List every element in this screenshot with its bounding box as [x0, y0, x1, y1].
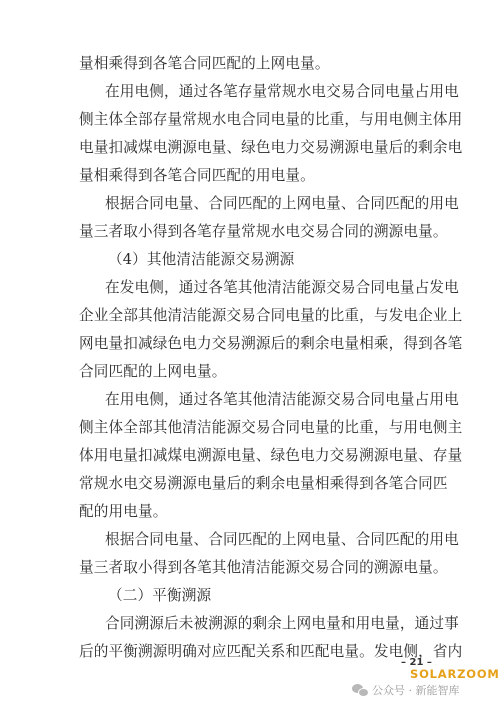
- wechat-icon: [352, 684, 368, 696]
- text-line: 量相乘得到各笔合同匹配的用电量。: [79, 167, 315, 184]
- text-line: 侧主体全部其他清洁能源交易合同电量的比重，与用电侧主: [79, 419, 463, 436]
- text-line: 配的用电量。: [79, 503, 168, 520]
- watermark-source-text: 公众号 · 新能智库: [372, 684, 460, 697]
- text-line: 侧主体全部存量常规水电合同电量的比重，与用电侧主体用: [79, 111, 463, 128]
- text-line: 在发电侧，通过各笔其他清洁能源交易合同电量占发电: [105, 279, 459, 296]
- text-line: 根据合同电量、合同匹配的上网电量、合同匹配的用电: [105, 195, 459, 212]
- text-line: 后的平衡溯源明确对应匹配关系和匹配电量。发电侧，省内: [79, 643, 463, 660]
- text-line: 企业全部其他清洁能源交易合同电量的比重，与发电企业上: [79, 307, 463, 324]
- watermark-source: [352, 682, 460, 698]
- text-line: 合同溯源后未被溯源的剩余上网电量和用电量，通过事: [105, 615, 459, 632]
- text-line: 网电量扣减绿色电力交易溯源后的剩余电量相乘，得到各笔: [79, 335, 463, 352]
- page-number: – 21 –: [401, 657, 432, 668]
- text-line: 体用电量扣减煤电溯源电量、绿色电力交易溯源电量、存量: [79, 447, 463, 464]
- text-line: 电量扣减煤电溯源电量、绿色电力交易溯源电量后的剩余电: [79, 139, 463, 156]
- text-line: 常规水电交易溯源电量后的剩余电量相乘得到各笔合同匹: [79, 475, 448, 492]
- text-line: 量三者取小得到各笔其他清洁能源交易合同的溯源电量。: [79, 559, 448, 576]
- text-line: 合同匹配的上网电量。: [79, 363, 227, 380]
- text-line: 量相乘得到各笔合同匹配的上网电量。: [79, 55, 330, 72]
- text-line: 量三者取小得到各笔存量常规水电交易合同的溯源电量。: [79, 223, 448, 240]
- text-line: 在用电侧，通过各笔其他清洁能源交易合同电量占用电: [105, 391, 459, 408]
- section-heading: （二）平衡溯源: [108, 587, 212, 604]
- text-line: 根据合同电量、合同匹配的上网电量、合同匹配的用电: [105, 531, 459, 548]
- section-heading: （4）其他清洁能源交易溯源: [108, 251, 295, 268]
- text-line: 在用电侧，通过各笔存量常规水电交易合同电量占用电: [105, 83, 459, 100]
- watermark-brand: SOLARZOOM: [410, 667, 500, 681]
